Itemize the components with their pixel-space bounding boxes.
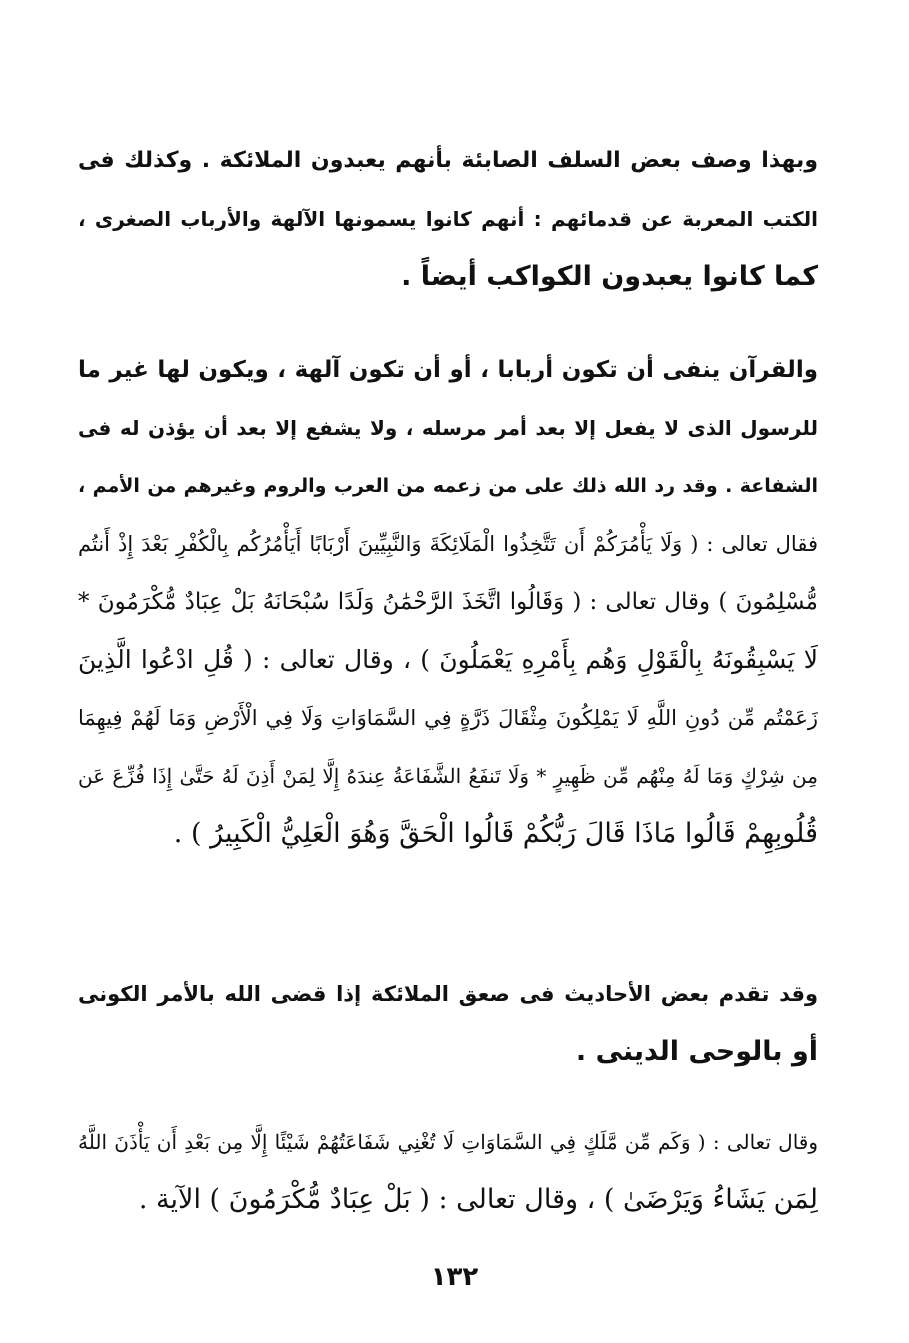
quran-verse-line: لِمَن يَشَاءُ وَيَرْضَىٰ ) ، وقال تعالى : ( بَلْ عِبَادٌ مُّكْرَمُونَ ) الآية .: [138, 1184, 818, 1215]
quran-verse-line: مُّسْلِمُونَ ) وقال تعالى : ( وَقَالُوا اتَّخَذَ الرَّحْمَٰنُ وَلَدًا سُبْحَانَهُ بَلْ عِبَادٌ مُّكْرَمُونَ *: [78, 589, 818, 615]
quran-verse-line: فقال تعالى : ( وَلَا يَأْمُرَكُمْ أَن تَتَّخِذُوا الْمَلَائِكَةَ وَالنَّبِيِّينَ أَرْبَابًا أَيَأْمُرُكُم بِالْكُفْرِ بَعْدَ إِذْ أَنتُم: [78, 532, 818, 556]
quran-verse-line: قُلُوبِهِمْ قَالُوا مَاذَا قَالَ رَبُّكُمْ قَالُوا الْحَقَّ وَهُوَ الْعَلِيُّ الْكَبِيرُ ) .: [173, 818, 818, 849]
text-line: الشفاعة . وقد رد الله ذلك على من زعمه من العرب والروم وغيرهم من الأمم ،: [78, 475, 818, 497]
quran-verse-line: زَعَمْتُم مِّن دُونِ اللَّهِ لَا يَمْلِكُونَ مِثْقَالَ ذَرَّةٍ فِي السَّمَاوَاتِ وَلَا فِي الْأَرْضِ وَمَا لَهُمْ فِيهِمَا: [78, 706, 818, 730]
text-line: للرسول الذى لا يفعل إلا بعد أمر مرسله ، ولا يشفع إلا بعد أن يؤذن له فى: [78, 416, 818, 440]
text-line: الكتب المعربة عن قدمائهم : أنهم كانوا يسمونها الآلهة والأرباب الصغرى ،: [78, 207, 818, 231]
text-line: وقد تقدم بعض الأحاديث فى صعق الملائكة إذا قضى الله بالأمر الكونى: [78, 982, 818, 1006]
paragraph-quran-negation: [78, 341, 818, 863]
paragraph-closing-verse: [78, 1113, 818, 1229]
quran-verse-line: وقال تعالى : ( وَكَم مِّن مَّلَكٍ فِي السَّمَاوَاتِ لَا تُغْنِي شَفَاعَتُهُمْ شَيْئًا إِلَّا مِن بَعْدِ أَن يَأْذَنَ اللَّهُ: [78, 1130, 818, 1154]
quran-verse-line: مِن شِرْكٍ وَمَا لَهُ مِنْهُم مِّن ظَهِيرٍ * وَلَا تَنفَعُ الشَّفَاعَةُ عِندَهُ إِلَّا لِمَنْ أَذِنَ لَهُ حَتَّىٰ إِذَا فُزِّعَ عَن: [78, 764, 818, 788]
paragraph-sabians: [78, 132, 818, 306]
page-number: ١٣٢: [430, 1262, 479, 1292]
text-line: كما كانوا يعبدون الكواكب أيضاً .: [401, 261, 818, 292]
text-line: والقرآن ينفى أن تكون أربابا ، أو أن تكون آلهة ، ويكون لها غير ما: [78, 357, 818, 383]
quran-verse-line: لَا يَسْبِقُونَهُ بِالْقَوْلِ وَهُم بِأَمْرِهِ يَعْمَلُونَ ) ، وقال تعالى : ( قُلِ ادْعُوا الَّذِينَ: [78, 645, 818, 674]
text-line: أو بالوحى الدينى .: [575, 1036, 818, 1067]
text-line: وبهذا وصف بعض السلف الصابئة بأنهم يعبدون الملائكة . وكذلك فى: [78, 148, 818, 173]
paragraph-hadith-note: [78, 965, 818, 1081]
